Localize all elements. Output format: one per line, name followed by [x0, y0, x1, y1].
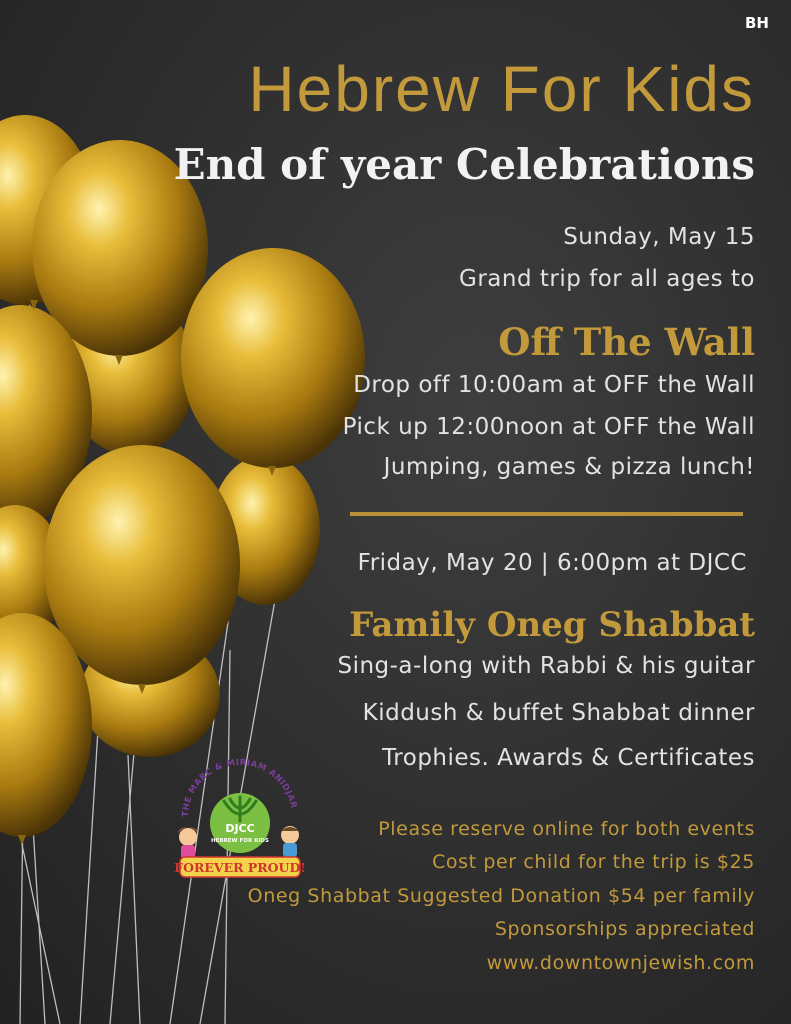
- footer-line: Please reserve online for both events: [378, 818, 755, 840]
- page-title: Hebrew For Kids: [248, 53, 755, 125]
- event2-name: Family Oneg Shabbat: [349, 605, 755, 645]
- website-link[interactable]: www.downtownjewish.com: [486, 952, 755, 974]
- event2-detail: Sing-a-long with Rabbi & his guitar: [337, 653, 755, 679]
- logo-banner: FOREVER PROUD!: [174, 860, 306, 875]
- event1-venue: Off The Wall: [498, 320, 755, 364]
- event1-detail: Pick up 12:00noon at OFF the Wall: [342, 414, 755, 440]
- djcc-hebrew-for-kids-logo: [166, 745, 314, 880]
- event2-detail: Kiddush & buffet Shabbat dinner: [362, 700, 755, 726]
- event2-detail: Trophies. Awards & Certificates: [382, 745, 755, 771]
- page-subtitle: End of year Celebrations: [173, 140, 755, 189]
- logo-arc-text: THE MARC & MIRIAM ANIDJAR: [180, 757, 299, 818]
- girl-character-icon: [178, 827, 198, 859]
- footer-line: Oneg Shabbat Suggested Donation $54 per family: [247, 885, 755, 907]
- section-divider: [350, 512, 743, 516]
- footer-line: Cost per child for the trip is $25: [432, 851, 755, 873]
- bh-mark: BH: [745, 14, 769, 32]
- event2-datetime: Friday, May 20 | 6:00pm at DJCC: [357, 550, 747, 576]
- event1-date: Sunday, May 15: [563, 224, 755, 250]
- footer-line: Sponsorships appreciated: [494, 918, 755, 940]
- event1-intro: Grand trip for all ages to: [459, 266, 755, 292]
- logo-org: DJCC: [225, 822, 255, 835]
- event1-detail: Jumping, games & pizza lunch!: [383, 454, 755, 480]
- boy-character-icon: [281, 826, 299, 857]
- event1-detail: Drop off 10:00am at OFF the Wall: [353, 372, 755, 398]
- logo-program: HEBREW FOR KIDS: [211, 838, 269, 844]
